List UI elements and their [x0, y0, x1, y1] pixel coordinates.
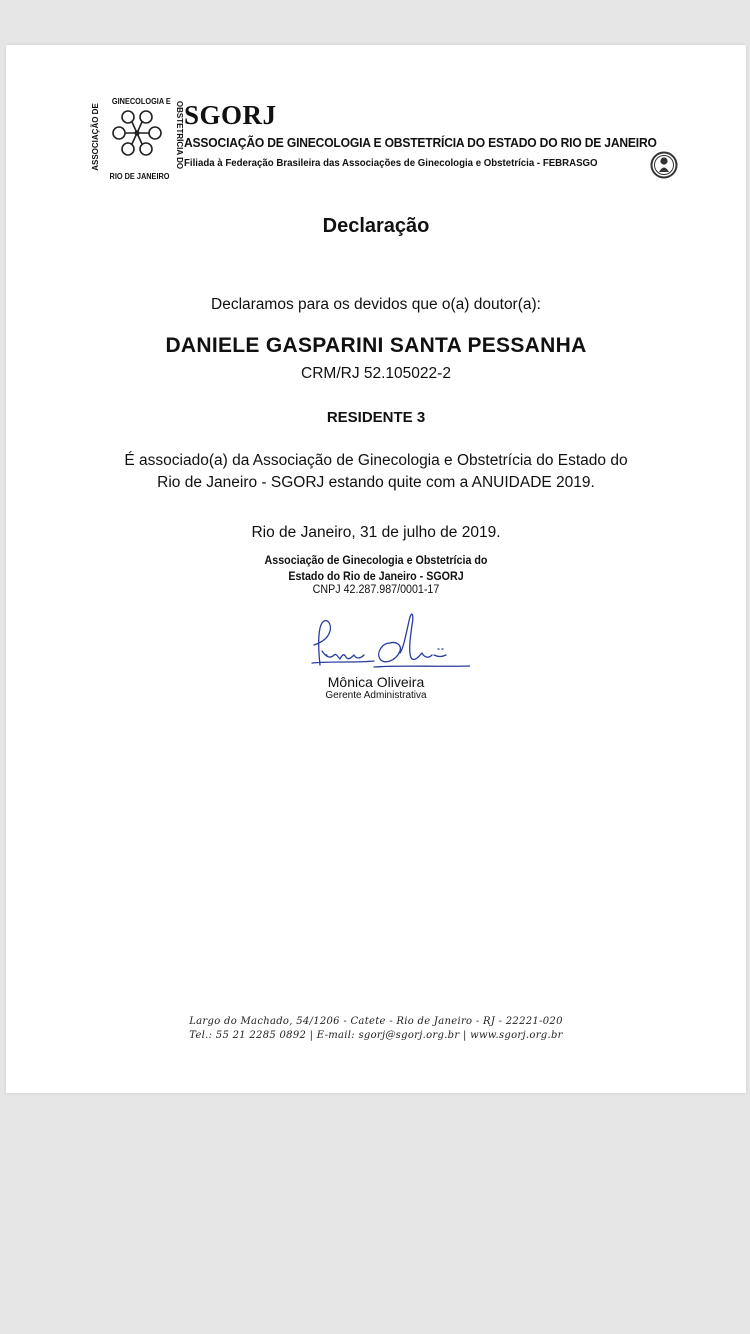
- org-acronym: SGORJ: [184, 100, 277, 130]
- issuer-cnpj: CNPJ 42.287.987/0001-17: [312, 584, 440, 596]
- date-place: Rio de Janeiro, 31 de julho de 2019.: [251, 524, 501, 541]
- febrasgo-seal-icon: [650, 151, 678, 179]
- handwritten-signature: [304, 607, 470, 677]
- logo-top-text: GINECOLOGIA E: [111, 96, 171, 107]
- statement-line-2: Rio de Janeiro - SGORJ estando quite com a ANUIDADE 2019.: [157, 474, 595, 491]
- linked-circles-icon: [113, 111, 161, 155]
- document-title: Declaração: [322, 215, 430, 237]
- org-affiliation: Filiada à Federação Brasileira das Associações de Ginecologia e Obstetrícia - FEBRASGO: [184, 157, 598, 169]
- issuer-name: [32, 553, 720, 585]
- crm-number: CRM/RJ 52.105022-2: [301, 365, 451, 382]
- issuer-name-line-1: Associação de Ginecologia e Obstetrícia do: [264, 555, 488, 567]
- org-full-name: ASSOCIAÇÃO DE GINECOLOGIA E OBSTETRÍCIA DO ESTADO DO RIO DE JANEIRO: [184, 135, 657, 150]
- intro-text: Declaramos para os devidos que o(a) doutor(a):: [211, 296, 541, 313]
- document-page: [6, 45, 746, 1093]
- statement-line-1: É associado(a) da Associação de Ginecologia e Obstetrícia do Estado do: [124, 452, 628, 469]
- footer-contact: Tel.: 55 21 2285 0892 | E-mail: sgorj@sgorj.org.br | www.sgorj.org.br: [189, 1030, 563, 1041]
- sgorj-logo: [88, 93, 184, 183]
- footer: [6, 1015, 746, 1043]
- footer-address: Largo do Machado, 54/1206 - Catete - Rio de Janeiro - RJ - 22221-020: [189, 1016, 563, 1027]
- doctor-name: DANIELE GASPARINI SANTA PESSANHA: [165, 334, 587, 357]
- logo-right-text: OBSTETRÍCIA DO: [175, 100, 184, 170]
- issuer-name-line-2: Estado do Rio de Janeiro - SGORJ: [288, 571, 464, 583]
- logo-bottom-text: RIO DE JANEIRO: [109, 171, 170, 182]
- signer-name: Mônica Oliveira: [327, 674, 425, 690]
- signer-role: Gerente Administrativa: [325, 690, 427, 701]
- member-category: RESIDENTE 3: [326, 409, 426, 426]
- logo-left-text: ASSOCIAÇÃO DE: [91, 103, 100, 171]
- membership-statement: [6, 450, 746, 494]
